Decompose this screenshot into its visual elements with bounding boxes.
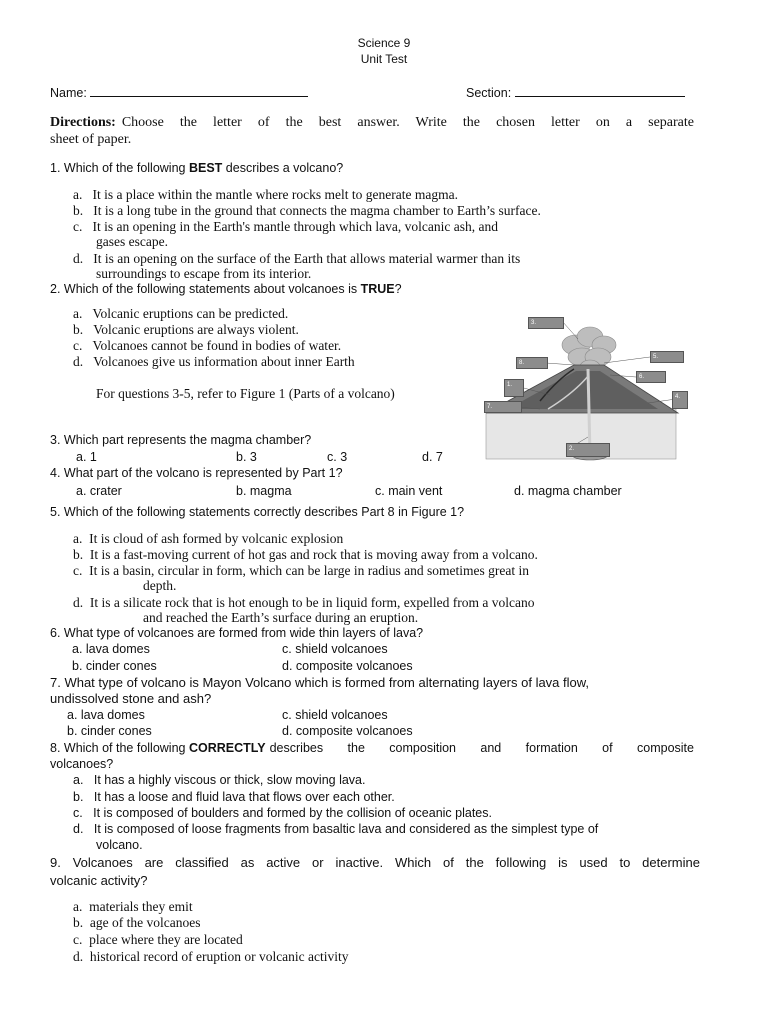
q5-option-c-cont: depth. <box>143 578 177 593</box>
directions-label: Directions: <box>50 115 116 130</box>
subject-title: Science 9 <box>357 36 411 50</box>
q2-option-b[interactable]: b. Volcanic eruptions are always violent. <box>73 322 299 337</box>
q8-option-d[interactable]: d. It is composed of loose fragments from basaltic lava and considered as the simplest type of <box>73 822 599 836</box>
q4-option-c[interactable]: c. main vent <box>375 484 443 498</box>
name-label: Name: <box>50 86 87 100</box>
q5-option-a[interactable]: a. It is cloud of ash formed by volcanic explosion <box>73 531 344 546</box>
figure-label-4: 4. <box>672 391 688 409</box>
q6-option-c[interactable]: c. shield volcanoes <box>282 642 388 656</box>
q4-option-d[interactable]: d. magma chamber <box>514 484 622 498</box>
question-6-stem: 6. What type of volcanoes are formed from wide thin layers of lava? <box>50 626 424 640</box>
q9-option-a[interactable]: a. materials they emit <box>73 899 193 914</box>
q5-option-c[interactable]: c. It is a basin, circular in form, which can be large in radius and sometimes great in <box>73 563 529 578</box>
q2-option-c[interactable]: c. Volcanoes cannot be found in bodies of water. <box>73 338 342 353</box>
q1-option-c[interactable]: c. It is an opening in the Earth's mantle through which lava, volcanic ash, and <box>73 219 498 234</box>
question-7-stem: 7. What type of volcano is Mayon Volcano which is formed from alternating layers of lava flow, <box>50 675 590 690</box>
section-field[interactable] <box>466 86 685 100</box>
figure-reference-note: For questions 3-5, refer to Figure 1 (Parts of a volcano) <box>96 386 395 401</box>
section-label: Section: <box>466 86 512 100</box>
q8-option-a[interactable]: a. It has a highly viscous or thick, slow moving lava. <box>73 773 366 787</box>
q5-option-b[interactable]: b. It is a fast-moving current of hot gas and rock that is moving away from a volcano. <box>73 547 538 562</box>
q7-option-c[interactable]: c. shield volcanoes <box>282 708 388 722</box>
name-field[interactable] <box>50 86 308 100</box>
q3-option-a[interactable]: a. 1 <box>76 450 97 464</box>
q1-option-d[interactable]: d. It is an opening on the surface of the Earth that allows material warmer than its <box>73 251 521 266</box>
directions-line-1 <box>50 115 694 131</box>
question-3-stem: 3. Which part represents the magma chamber? <box>50 433 312 447</box>
directions-line-2: sheet of paper. <box>50 132 132 147</box>
directions-text: Choose the letter of the best answer. Write the chosen letter on a separate <box>121 115 694 130</box>
question-2-stem: 2. Which of the following statements about volcanoes is TRUE? <box>50 282 402 296</box>
question-8-stem-cont: volcanoes? <box>50 757 114 771</box>
q6-option-b[interactable]: b. cinder cones <box>72 659 157 673</box>
volcano-figure <box>478 305 686 465</box>
q2-option-a[interactable]: a. Volcanic eruptions can be predicted. <box>73 306 289 321</box>
question-9-stem-cont: volcanic activity? <box>50 873 148 888</box>
question-5-stem: 5. Which of the following statements correctly describes Part 8 in Figure 1? <box>50 505 465 519</box>
q3-option-d[interactable]: d. 7 <box>422 450 443 464</box>
q7-option-b[interactable]: b. cinder cones <box>67 724 152 738</box>
q1-option-b[interactable]: b. It is a long tube in the ground that connects the magma chamber to Earth’s surface. <box>73 203 541 218</box>
figure-label-8: 8. <box>516 357 548 369</box>
q8-option-d-cont: volcano. <box>96 838 143 852</box>
name-blank-line <box>90 86 308 97</box>
q2-option-d[interactable]: d. Volcanoes give us information about inner Earth <box>73 354 355 369</box>
q9-option-d[interactable]: d. historical record of eruption or volcanic activity <box>73 949 349 964</box>
q9-option-b[interactable]: b. age of the volcanoes <box>73 915 201 930</box>
q4-option-a[interactable]: a. crater <box>76 484 122 498</box>
q8-option-c[interactable]: c. It is composed of boulders and formed by the collision of oceanic plates. <box>73 806 492 820</box>
q6-option-a[interactable]: a. lava domes <box>72 642 150 656</box>
q1-option-d-cont: surroundings to escape from its interior. <box>96 266 312 281</box>
q9-option-c[interactable]: c. place where they are located <box>73 932 243 947</box>
q6-option-d[interactable]: d. composite volcanoes <box>282 659 413 673</box>
question-8-stem: 8. Which of the following CORRECTLY describes the composition and formation of composite <box>50 741 694 755</box>
q4-option-b[interactable]: b. magma <box>236 484 292 498</box>
q7-option-a[interactable]: a. lava domes <box>67 708 145 722</box>
q8-option-b[interactable]: b. It has a loose and fluid lava that flows over each other. <box>73 790 395 804</box>
q1-option-c-cont: gases escape. <box>96 234 168 249</box>
test-title: Unit Test <box>360 52 408 66</box>
figure-label-1: 1. <box>504 379 524 397</box>
figure-label-7: 7. <box>484 401 522 413</box>
question-7-stem-cont: undissolved stone and ash? <box>50 691 212 706</box>
question-9-stem: 9. Volcanoes are classified as active or inactive. Which of the following is used to determine <box>50 855 700 870</box>
q3-option-c[interactable]: c. 3 <box>327 450 348 464</box>
question-1-stem: 1. Which of the following BEST describes a volcano? <box>50 161 344 175</box>
section-blank-line <box>515 86 685 97</box>
q1-option-a[interactable]: a. It is a place within the mantle where rocks melt to generate magma. <box>73 187 458 202</box>
q5-option-d[interactable]: d. It is a silicate rock that is hot enough to be in liquid form, expelled from a volcano <box>73 595 535 610</box>
figure-label-5: 5. <box>650 351 684 363</box>
figure-label-3: 3. <box>528 317 564 329</box>
figure-label-2: 2. <box>566 443 610 457</box>
q3-option-b[interactable]: b. 3 <box>236 450 257 464</box>
figure-label-6: 6. <box>636 371 666 383</box>
q5-option-d-cont: and reached the Earth’s surface during an eruption. <box>143 610 419 625</box>
q7-option-d[interactable]: d. composite volcanoes <box>282 724 413 738</box>
question-4-stem: 4. What part of the volcano is represented by Part 1? <box>50 466 343 480</box>
